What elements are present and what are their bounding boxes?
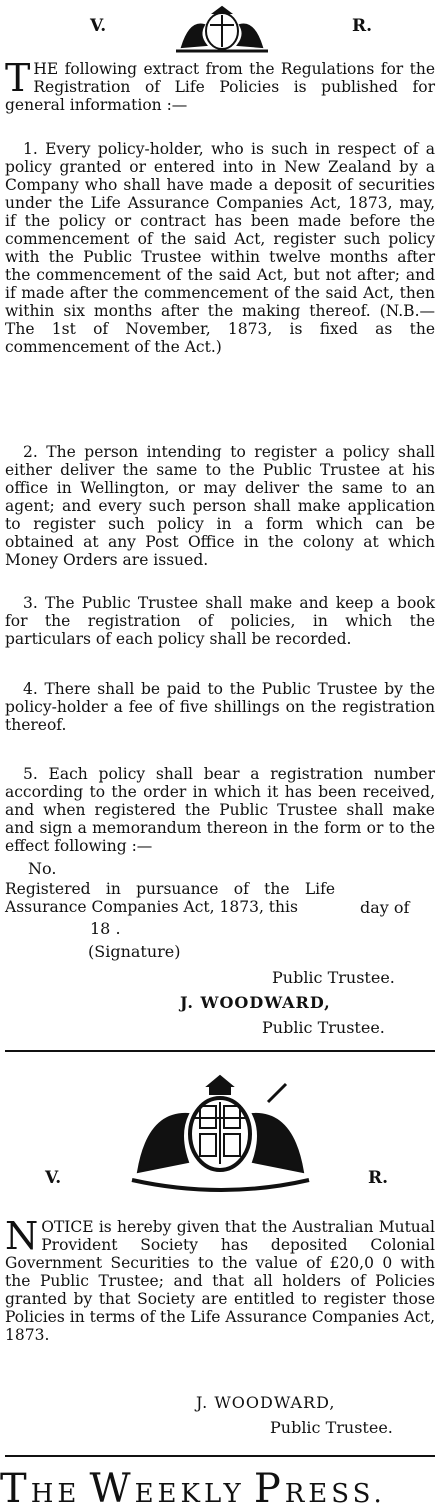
notice2-signer: J. WOODWARD,: [196, 1393, 336, 1412]
vr-v-left: V.: [90, 16, 107, 36]
form-public-trustee: Public Trustee.: [272, 968, 395, 987]
notice2-body: [5, 1214, 435, 1344]
dropcap-n: N: [5, 1214, 39, 1258]
form-signature: (Signature): [88, 942, 181, 961]
form-no: No.: [28, 859, 57, 878]
notice1-paragraph-2: 2. The person intending to register a policy shall either deliver the same to the Public Trustee at his office in Wellington, or may deliver the same to an agent; and every such person shall make application to register such policy in a form which can be obtained at any Post Office in the colony at which Money Orders are issued.: [5, 443, 435, 569]
notice1-intro-text: HE following extract from the Regulations for the Registration of Life Policies is published for general information :—: [5, 60, 435, 114]
section-divider: [5, 1050, 435, 1052]
notice2-text: OTICE is hereby given that the Australian Mutual Provident Society has deposited Colonial Government Securities to the value of £20,0 0 with the Public Trustee; and that all holders of Policies granted by that Society are entitled to register those Policies in terms of the Life Assurance Companies Act, 1873.: [5, 1218, 435, 1344]
form-year: 18 .: [90, 919, 121, 938]
vr-r-right: R.: [352, 16, 373, 36]
royal-crest-icon: [172, 3, 272, 55]
form-day-of: day of: [360, 898, 410, 917]
notice1-signer-title: Public Trustee.: [262, 1018, 385, 1037]
notice1-paragraph-5: 5. Each policy shall bear a registration number according to the order in which it has been received, and when registered the Public Trustee shall make and sign a memorandum thereon in the form or to the effect following :—: [5, 765, 435, 855]
royal-coat-of-arms-icon: [118, 1072, 323, 1194]
notice1-paragraph-4: 4. There shall be paid to the Public Trustee by the policy-holder a fee of five shillings on the registration thereof.: [5, 680, 435, 734]
vr-v-left-2: V.: [45, 1168, 62, 1188]
masthead-divider: [5, 1455, 435, 1457]
vr-r-right-2: R.: [368, 1168, 389, 1188]
form-registered-text: Registered in pursuance of the Life Assurance Companies Act, 1873, this: [5, 880, 335, 916]
masthead-weekly-press: THE WEEKLY PRESS.: [0, 1466, 386, 1512]
notice1-signer: J. WOODWARD,: [180, 993, 331, 1012]
notice2-signer-title: Public Trustee.: [270, 1418, 393, 1437]
notice1-paragraph-3: 3. The Public Trustee shall make and keep a book for the registration of policies, in which the particulars of each policy shall be recorded.: [5, 594, 435, 648]
notice1-paragraph-1: 1. Every policy-holder, who is such in respect of a policy granted or entered into in New Zealand by a Company who shall have made a deposit of securities under the Life Assurance Companies Act, 1873, may, if the policy or contract has been made before the commencement of the said Act, register such policy with the Public Trustee within twelve months after the commencement of the said Act, but not after; and if made after the commencement of the said Act, then within six months after the making thereof. (N.B.—The 1st of November, 1873, is fixed as the commencement of the Act.): [5, 140, 435, 356]
dropcap-t: T: [5, 56, 31, 100]
notice1-intro: [5, 56, 435, 114]
